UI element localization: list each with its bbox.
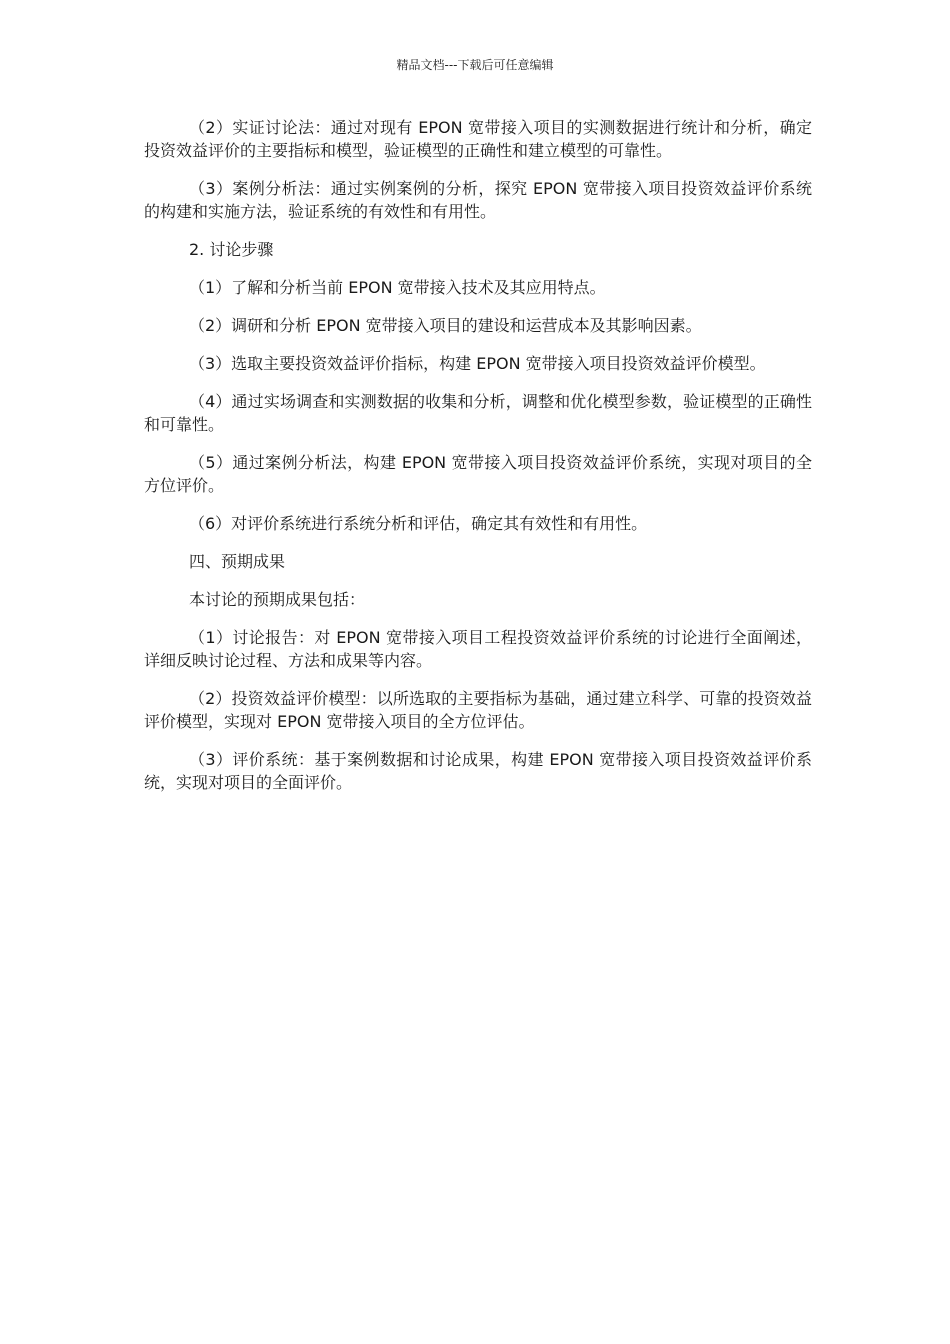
paragraph-method-3: （3）案例分析法：通过实例案例的分析，探究 EPON 宽带接入项目投资效益评价系统的构建和实施方法，验证系统的有效性和有用性。 (144, 179, 812, 221)
paragraph-step-4: （4）通过实场调查和实测数据的收集和分析，调整和优化模型参数，验证模型的正确性和可靠性。 (144, 392, 812, 434)
document-body (144, 116, 812, 809)
paragraph-step-3: （3）选取主要投资效益评价指标，构建 EPON 宽带接入项目投资效益评价模型。 (189, 354, 766, 373)
paragraph-step-6: （6）对评价系统进行系统分析和评估，确定其有效性和有用性。 (189, 514, 648, 533)
paragraph-step-1: （1）了解和分析当前 EPON 宽带接入技术及其应用特点。 (189, 278, 606, 297)
paragraph-step-5: （5）通过案例分析法，构建 EPON 宽带接入项目投资效益评价系统，实现对项目的全方位评价。 (144, 453, 812, 495)
page-header: 精品文档---下载后可任意编辑 (396, 58, 554, 72)
paragraph-result-1: （1）讨论报告：对 EPON 宽带接入项目工程投资效益评价系统的讨论进行全面阐述，详细反映讨论过程、方法和成果等内容。 (144, 628, 812, 670)
paragraph-step-2: （2）调研和分析 EPON 宽带接入项目的建设和运营成本及其影响因素。 (189, 316, 702, 335)
paragraph-result-3: （3）评价系统：基于案例数据和讨论成果，构建 EPON 宽带接入项目投资效益评价系统，实现对项目的全面评价。 (144, 750, 812, 792)
section-heading-steps: 2. 讨论步骤 (189, 240, 274, 259)
paragraph-results-intro: 本讨论的预期成果包括： (189, 590, 366, 609)
paragraph-result-2: （2）投资效益评价模型：以所选取的主要指标为基础，通过建立科学、可靠的投资效益评价模型，实现对 EPON 宽带接入项目的全方位评估。 (144, 689, 812, 731)
paragraph-method-2: （2）实证讨论法：通过对现有 EPON 宽带接入项目的实测数据进行统计和分析，确定投资效益评价的主要指标和模型，验证模型的正确性和建立模型的可靠性。 (144, 118, 812, 160)
section-heading-expected-results: 四、预期成果 (189, 552, 286, 571)
